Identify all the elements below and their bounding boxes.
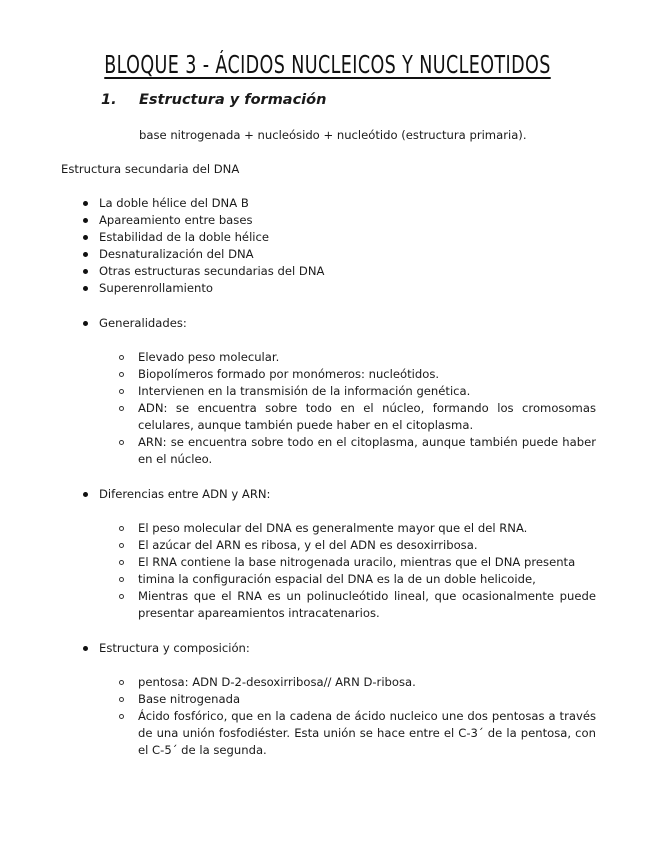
diferencias-item: El peso molecular del DNA es generalmente mayor que el del RNA. — [138, 521, 528, 535]
section-title: Estructura y formación — [139, 92, 327, 108]
sub-bullet-icon — [119, 389, 124, 394]
generalidades-item: Elevado peso molecular. — [138, 350, 280, 364]
topic-item: Otras estructuras secundarias del DNA — [99, 264, 325, 278]
bullet-icon — [83, 201, 88, 206]
bullet-icon — [83, 252, 88, 257]
sub-bullet-icon — [119, 697, 124, 702]
topic-item: La doble hélice del DNA B — [99, 196, 249, 210]
generalidades-item: ADN: se encuentra sobre todo en el núcleo, formando los cromosomas celulares, aunque también puede haber en el citoplasma. — [138, 401, 596, 432]
topic-item: Desnaturalización del DNA — [99, 247, 254, 261]
generalidades-item: Biopolímeros formado por monómeros: nucleótidos. — [138, 367, 440, 381]
section-number: 1. — [101, 92, 117, 108]
section-heading — [101, 92, 326, 108]
estructura-item: Base nitrogenada — [138, 692, 241, 706]
sub-bullet-icon — [119, 440, 124, 445]
topic-item: Superenrollamiento — [99, 281, 213, 295]
sub-bullet-icon — [119, 526, 124, 531]
diferencias-item: El RNA contiene la base nitrogenada uracilo, mientras que el DNA presenta — [138, 555, 576, 569]
bullet-icon — [83, 269, 88, 274]
sub-bullet-icon — [119, 714, 124, 719]
primary-structure-line: base nitrogenada + nucleósido + nucleótido (estructura primaria). — [139, 128, 527, 142]
sub-bullet-icon — [119, 543, 124, 548]
bullet-icon — [83, 492, 88, 497]
bullet-icon — [83, 286, 88, 291]
diferencias-label: Diferencias entre ADN y ARN: — [99, 487, 271, 501]
topic-item: Estabilidad de la doble hélice — [99, 230, 270, 244]
generalidades-item: Intervienen en la transmisión de la información genética. — [138, 384, 471, 398]
secondary-structure-heading: Estructura secundaria del DNA — [61, 162, 240, 176]
sub-bullet-icon — [119, 560, 124, 565]
sub-bullet-icon — [119, 594, 124, 599]
bullet-icon — [83, 321, 88, 326]
sub-bullet-icon — [119, 372, 124, 377]
estructura-item: pentosa: ADN D-2-desoxirribosa// ARN D-ribosa. — [138, 675, 416, 689]
sub-bullet-icon — [119, 577, 124, 582]
generalidades-item: ARN: se encuentra sobre todo en el citoplasma, aunque también puede haber en el núcleo. — [138, 435, 596, 466]
estructura-item: Ácido fosfórico, que en la cadena de ácido nucleico une dos pentosas a través de una unión fosfodiéster. Esta unión se hace entre el C-3´ de la pentosa, con el C-5´ de la segunda. — [138, 709, 596, 757]
diferencias-item: timina la configuración espacial del DNA es la de un doble helicoide, — [138, 572, 536, 586]
sub-bullet-icon — [119, 406, 124, 411]
topic-item: Apareamiento entre bases — [99, 213, 253, 227]
estructura-label: Estructura y composición: — [99, 641, 250, 655]
sub-bullet-icon — [119, 355, 124, 360]
bullet-icon — [83, 646, 88, 651]
diferencias-item: Mientras que el RNA es un polinucleótido lineal, que ocasionalmente puede presentar apareamientos intracatenarios. — [138, 589, 596, 620]
sub-bullet-icon — [119, 680, 124, 685]
bullet-icon — [83, 235, 88, 240]
diferencias-item: El azúcar del ARN es ribosa, y el del ADN es desoxirribosa. — [138, 538, 478, 552]
generalidades-label: Generalidades: — [99, 316, 187, 330]
bullet-icon — [83, 218, 88, 223]
document-title: BLOQUE 3 - ÁCIDOS NUCLEICOS Y NUCLEOTIDOS — [104, 50, 551, 79]
